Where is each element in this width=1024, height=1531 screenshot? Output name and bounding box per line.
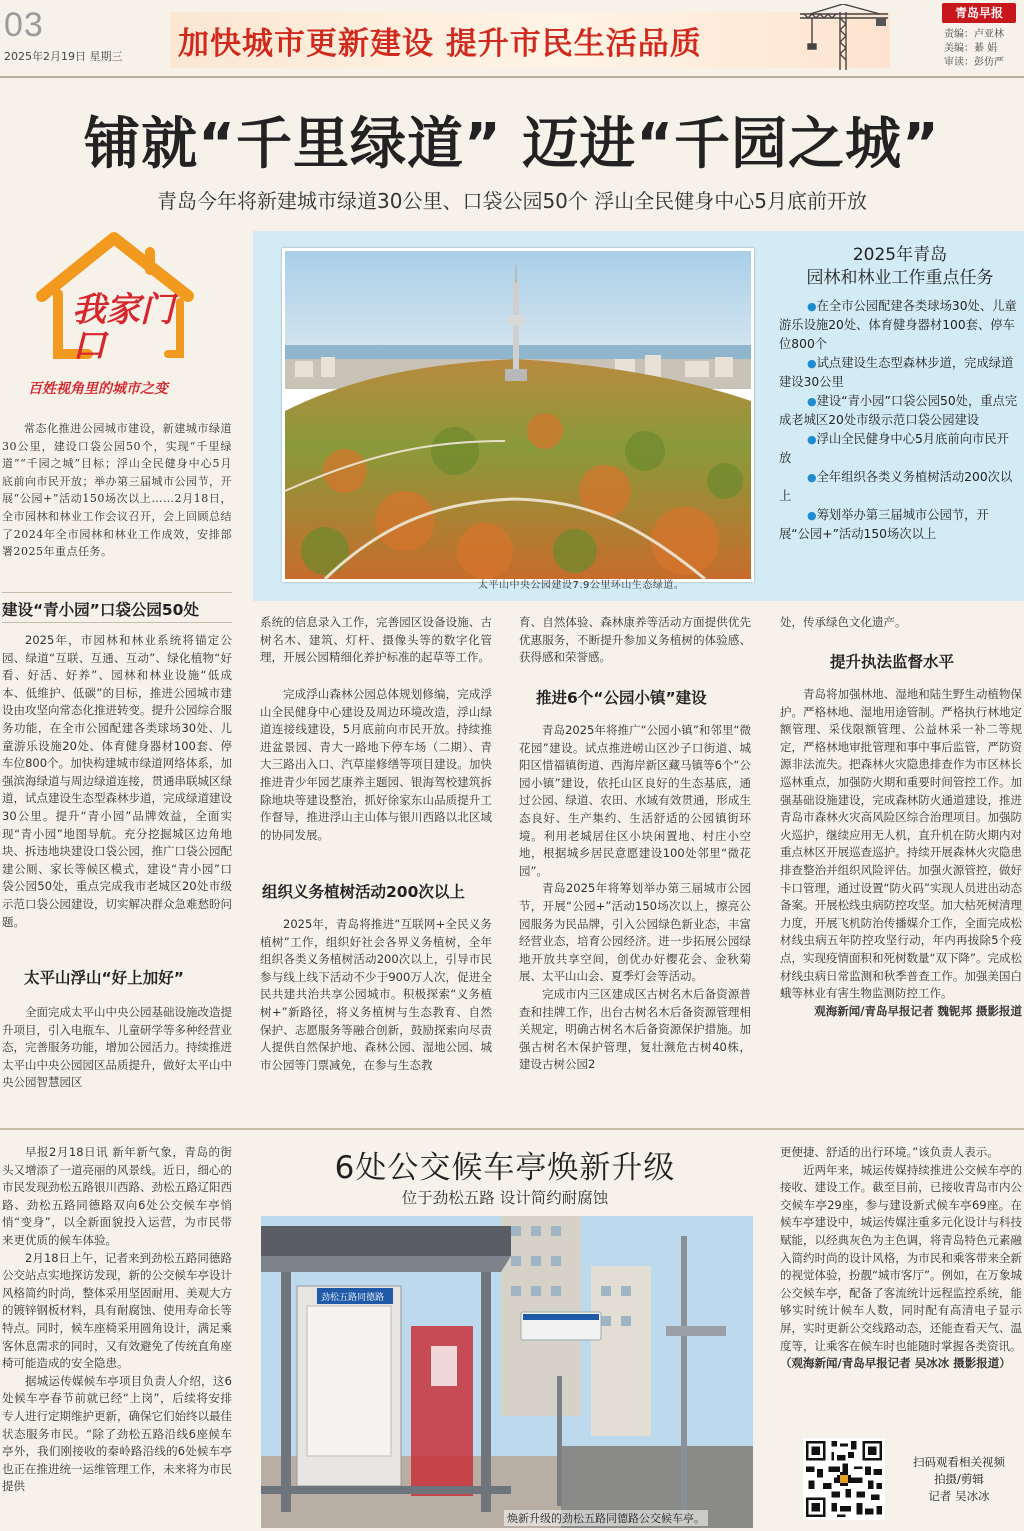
paragraph: 青岛2025年将筹划举办第三届城市公园节，开展“公园+”活动150场次以上，擦亮公园服务为民品牌，引入公园绿色新业态，丰富经营业态，培育公园经济。进一步拓展公园绿地开放共享空间，创优办好樱花会、金秋菊展、太平山山会、夏季灯会等活动。: [519, 881, 751, 984]
article-byline: （观海新闻/青岛早报记者 吴冰冰 摄影报道）: [780, 1356, 1011, 1371]
article-column: [780, 1144, 1022, 1426]
header-divider: [0, 76, 1024, 78]
task-item: [779, 392, 1019, 430]
construction-crane-icon: [790, 4, 890, 70]
section-heading: 推进6个“公园小镇”建设: [536, 689, 707, 707]
section-divider: [2, 622, 232, 623]
paragraph: 处，传承绿色文化遗产。: [780, 615, 907, 629]
story-subheadline: 位于劲松五路 设计简约耐腐蚀: [401, 1189, 609, 1207]
credit-line: 美编：綦 娟: [944, 43, 998, 54]
task-text: 试点建设生态型森林步道，完成绿道建设30公里: [779, 356, 1014, 389]
section-heading: 组织义务植树活动200次以上: [262, 883, 465, 901]
section-heading: 建设“青小园”口袋公园50处: [2, 601, 199, 619]
article-byline: 观海新闻/青岛早报记者 魏铌邦 摄影报道: [814, 1003, 1022, 1018]
paragraph: 更便捷、舒适的出行环境。”该负责人表示。: [780, 1145, 999, 1159]
article-column: [260, 614, 492, 684]
bus-shelter-photo: [261, 1216, 753, 1528]
column-logo-tagline: 百姓视角里的城市之变: [28, 381, 168, 397]
story-divider: [0, 1128, 1024, 1130]
task-item: [779, 430, 1019, 468]
newspaper-brand: 青岛早报: [942, 3, 1016, 23]
tasks-title-line: 2025年青岛: [852, 245, 948, 265]
park-photo: [282, 248, 754, 582]
column-logo-name: 我家门口: [72, 290, 174, 366]
bullet-icon: ●: [807, 300, 817, 313]
task-text: 筹划举办第三届城市公园节，开展“公园+”活动150场次以上: [779, 508, 989, 541]
task-item: [779, 506, 1019, 544]
paragraph: 近两年来，城运传媒持续推进公交候车亭的接收、建设工作。截至目前，已接收青岛市内公交候车亭29座，参与建设新式候车亭69座。在候车亭建设中，城运传媒注重多元化设计与科技赋能，以经典灰色为主色调，将青岛特色元素融入简约时尚的设计风格，为市民和乘客带来全新的视觉体验，扮靓“城市客厅”。例如，在万象城公交候车亭，配备了客流统计远程监控系统，能够实时统计候车人数，同时配有高清电子显示屏，实时更新公交线路动态，还能查看天气、温度等，让乘客在候车时也能随时掌握各类资讯。: [780, 1162, 1022, 1353]
article-column: [2, 632, 232, 952]
task-text: 浮山全民健身中心5月底前向市民开放: [779, 432, 1009, 465]
article-column: [519, 614, 751, 668]
bullet-icon: ●: [807, 433, 817, 446]
station-sign: 劲松五路同德路: [321, 1293, 385, 1303]
qr-caption-line: 扫码观看相关视频: [913, 1455, 1005, 1469]
task-item: [779, 354, 1019, 392]
article-column: [780, 614, 1022, 634]
bullet-icon: ●: [807, 471, 817, 484]
section-heading: 提升执法监督水平: [830, 653, 955, 671]
paragraph: 2月18日上午，记者来到劲松五路同德路公交站点实地探访发现，新的公交候车亭设计风格简约时尚，整体采用坚固耐用、美观大方的镀锌钢板材料，具有耐腐蚀、使用寿命长等特点。同时，候车座椅采用圆角设计，满足乘客休息需求的同时，又有效避免了传统直角座椅可能造成的安全隐患。: [2, 1250, 232, 1371]
credit-line: 审读：彭仿严: [944, 57, 1004, 68]
paragraph: 完成浮山森林公园总体规划修编，完成浮山全民健身中心建设及周边环境改造，浮山绿道连接线建设，5月底前向市民开放。持续推进盆景园、青大一路地下停车场（二期）、青大三路出入口、汽草崖修缮等项目建设。加快推进青少年园艺康养主题园、银海驾校建筑拆除地块等建设整治，抓好徐家东山品质提升工作督导，推进浮山主山体与银川西路以北区域的协同发展。: [260, 687, 492, 842]
article-intro: [2, 420, 232, 585]
bus-shelter-image: [261, 1216, 753, 1528]
paragraph: 据城运传媒候车亭项目负责人介绍，这6处候车亭春节前就已经“上岗”，后续将安排专人进行定期维护更新，确保它们始终以最佳状态服务市民。“除了劲松五路沿线6座候车亭外，我们刚接收的秦岭路沿线的6处候车亭也正在推进统一运维管理工作，未来将为市民提供: [2, 1373, 232, 1494]
paragraph: 2025年，青岛将推进“互联网+全民义务植树”工作，组织好社会各界义务植树，全年组织各类义务植树活动200次以上，引导市民参与线上线下活动不少于900万人次，促进全民共建共治共享公园城市。积极探索“义务植树+”新路径，将义务植树与生态教育、自然保护、志愿服务等融合创新，鼓励探索向尽责人提供自然保护地、森林公园、湿地公园、城市公园等门票减免，在参与生态教: [260, 917, 492, 1072]
bullet-icon: ●: [807, 357, 817, 370]
article-column: [260, 916, 492, 1092]
story-headline: 6处公交候车亭焕新升级: [334, 1150, 676, 1186]
editor-credits: [944, 28, 1004, 70]
main-subheadline: 青岛今年将新建城市绿道30公里、口袋公园50个 浮山全民健身中心5月底前开放: [157, 189, 867, 213]
article-column: [519, 722, 751, 1092]
publication-date: 2025年2月19日 星期三: [4, 50, 123, 63]
qr-caption-line: 记者 吴冰冰: [928, 1489, 990, 1503]
paragraph: 完成市内三区建成区古树名木后备资源普查和挂牌工作，出台古树名木后备资源管理相关规定，明确古树名木后备资源保护措施。加强古树名木保护管理，复壮濒危古树40株，建设古树公园2: [519, 986, 751, 1072]
paragraph: 青岛将加强林地、湿地和陆生野生动植物保护。严格林地、湿地用途管制。严格执行林地定额管理、采伐限额管理、公益林采一补二等规定，严格林地审批管理和事中事后监管，严防资源非法流失。把森林火灾隐患排查作为市区林长巡林重点，加强防火期和重要时间管控工作。加强基础设施建设，完成森林防火通道建设，推进青岛市森林火灾高风险区综合治理项目。加强防火巡护，继续应用无人机，直升机在防火期内对重点林区开展巡查巡护。持续开展森林火灾隐患排查整治并组织风险评估。加强火源管控，做好卡口管理，通过设置“防火码”实现人员进出动态备案。开展松线虫病防控攻坚。加大枯死树清理力度，开展飞机防治传播媒介工作，全面完成松材线虫病五年防控攻坚行动，年内再拔除5个疫点，实现疫情面积和死树数量“双下降”。完成松材线虫病日常监测和秋季普查工作。加强美国白蛾等林业有害生物监测防控工作。: [780, 687, 1022, 1001]
column-logo: [28, 232, 208, 397]
article-column: [260, 686, 492, 864]
section-divider: [2, 592, 232, 593]
article-column: [2, 1004, 232, 1094]
photo-caption: 焕新升级的劲松五路同德路公交候车亭。: [504, 1510, 708, 1526]
qr-caption-line: 拍摄/剪辑: [934, 1472, 984, 1486]
tasks-list: [779, 297, 1019, 544]
article-column: [2, 1144, 232, 1530]
qr-code-icon[interactable]: [803, 1438, 885, 1520]
taipingshan-aerial-image: [285, 251, 751, 579]
section-heading: 太平山浮山“好上加好”: [24, 969, 184, 987]
task-text: 全年组织各类义务植树活动200次以上: [779, 470, 1013, 503]
tasks-title-line: 园林和林业工作重点任务: [806, 268, 994, 288]
bullet-icon: ●: [807, 395, 817, 408]
paragraph: 青岛2025年将推广“公园小镇”和邻里“微花园”建设。试点推进崂山区沙子口街道、城阳区惜福镇街道、西海岸新区藏马镇等6个“公园小镇”建设，依托山区良好的生态基底，通过公园、绿道、农田、水域有效贯通，形成生态良好、生产集约、生活舒适的公园镇街环境。利用老城居住区小块闲置地、村庄小空地，根据城乡居民意愿建设100处邻里“微花园”。: [519, 723, 751, 878]
task-item: [779, 468, 1019, 506]
intro-paragraph: 常态化推进公园城市建设，新建城市绿道30公里，建设口袋公园50个，实现“千里绿道”“千园之城”目标；浮山全民健身中心5月底前向市民开放；举办第三届城市公园节，开展“公园+”活动150场次以上……2月18日，全市园林和林业工作会议召开，会上回顾总结了2024年全市园林和林业工作成效，安排部署2025年重点任务。: [2, 422, 232, 559]
main-headline: 铺就“千里绿道” 迈进“千园之城”: [84, 112, 940, 177]
qr-caption: [896, 1454, 1022, 1505]
paragraph: 全面完成太平山中央公园基础设施改造提升项目，引入电瓶车、儿童研学等多种经营业态，完善服务功能，增加公园活力。持续推进太平山中央公园园区品质提升，做好太平山中央公园智慧园区: [2, 1005, 232, 1090]
page-number: 03: [4, 6, 44, 44]
credit-line: 责编：卢亚林: [944, 29, 1004, 40]
page-header: [0, 0, 1024, 76]
article-column: [780, 686, 1022, 1096]
bullet-icon: ●: [807, 509, 817, 522]
photo-caption: 太平山中央公园建设7.9公里环山生态绿道。: [478, 580, 685, 591]
paragraph: 系统的信息录入工作，完善园区设备设施、古树名木、建筑、灯杆、摄像头等的数字化管理，开展公园精细化养护标准的起草等工作。: [260, 615, 492, 665]
header-slogan: 加快城市更新建设 提升市民生活品质: [178, 26, 702, 62]
paragraph: 2025年，市园林和林业系统将锚定公园、绿道“互联、互通、互动”、绿化植物“好看、好活、好养”、园林和林业设施“低成本、低维护、低碳”的目标，推进公园城市建设由攻坚向常态化推进转变。提升公园综合服务功能，在全市公园配建各类球场30处、儿童游乐设施20处、体育健身器材100套、停车位800个。加快构建城市绿道网络体系，加强滨海绿道与周边绿道连接，贯通串联城区绿道，试点建设生态型森林步道，完成绿道建设30公里。提升“青小园”品牌效益，全面实现“青小园”地图导航。充分挖掘城区边角地块、拆违地块建设口袋公园，推广口袋公园配建公厕、家长等候区模式，建设“青小园”口袋公园50处，重点完成我市老城区20处市级示范口袋公园建设，切实解决群众急难愁盼问题。: [2, 633, 232, 929]
tasks-box-title: [780, 244, 1020, 290]
paragraph: 早报2月18日讯 新年新气象，青岛的街头又增添了一道亮丽的风景线。近日，细心的市民发现劲松五路银川西路、劲松五路辽阳西路、劲松五路同德路双向6处公交候车亭悄悄“变身”，以全新面貌投入运营，为市民带来更优质的候车体验。: [2, 1145, 232, 1247]
task-item: [779, 297, 1019, 354]
task-text: 在全市公园配建各类球场30处、儿童游乐设施20处、体育健身器材100套、停车位800个: [779, 299, 1017, 351]
paragraph: 育、自然体验、森林康养等活动方面提供优先优惠服务，不断提升参加义务植树的体验感、获得感和荣誉感。: [519, 615, 751, 665]
header-banner: [170, 12, 890, 68]
task-text: 建设“青小园”口袋公园50处，重点完成老城区20处市级示范口袋公园建设: [779, 394, 1018, 427]
